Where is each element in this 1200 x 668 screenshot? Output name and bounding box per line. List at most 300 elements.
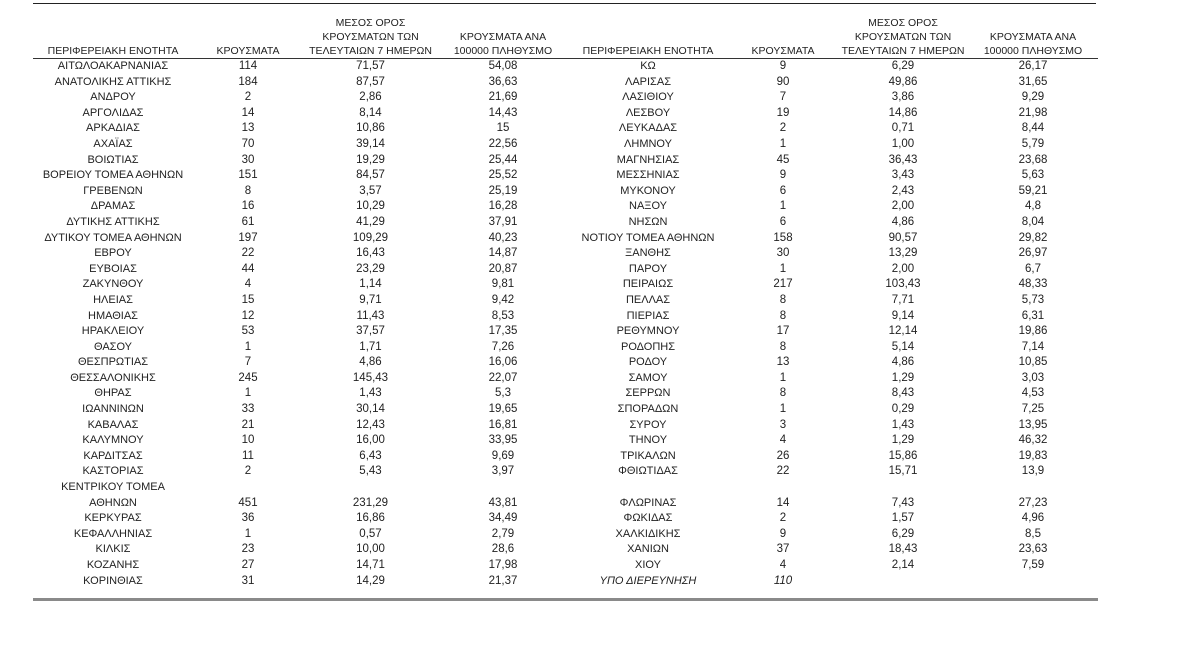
cell-cases: 33 <box>241 403 255 416</box>
cell-avg7: 145,43 <box>352 371 389 384</box>
table-row <box>33 480 568 511</box>
header-row <box>33 0 568 59</box>
cell-per100k: 8,53 <box>491 309 515 322</box>
table-row <box>568 542 1098 558</box>
cell-per100k: 46,32 <box>1018 434 1048 447</box>
cell-cases: 70 <box>241 137 255 150</box>
cell-per100k: 26,17 <box>1018 60 1048 72</box>
cell-per100k: 19,86 <box>1018 325 1048 338</box>
cell-cases: 30 <box>776 247 790 260</box>
cell-avg7: 84,57 <box>356 169 385 182</box>
table-row <box>33 262 568 278</box>
cell-per100k: 6,7 <box>1025 262 1041 275</box>
cell-avg7: 109,29 <box>352 231 389 244</box>
cell-cases: 1 <box>779 403 787 416</box>
cell-region: ΝΑΞΟΥ <box>629 200 667 213</box>
table-row <box>33 90 568 106</box>
cell-per100k: 5,3 <box>495 387 511 400</box>
cell-region: ΘΗΡΑΣ <box>94 387 132 400</box>
cell-avg7: 30,14 <box>356 403 385 416</box>
cell-cases: 12 <box>241 309 255 322</box>
cell-region: ΑΧΑΪΑΣ <box>93 137 133 150</box>
cell-per100k: 16,06 <box>488 356 518 369</box>
table-row <box>568 277 1098 293</box>
cell-per100k: 14,87 <box>488 247 518 260</box>
cell-per100k: 3,97 <box>491 465 515 478</box>
cell-region: ΜΕΣΣΗΝΙΑΣ <box>616 169 680 182</box>
cell-cases: 9 <box>779 527 787 540</box>
cell-region: ΛΑΡΙΣΑΣ <box>624 75 671 88</box>
cell-avg7: 10,29 <box>356 200 385 213</box>
table-row <box>568 59 1098 75</box>
table-row <box>33 231 568 247</box>
cell-region: ΘΑΣΟΥ <box>93 340 133 353</box>
table-row <box>568 511 1098 527</box>
cell-per100k: 13,9 <box>1021 465 1045 478</box>
header-region: ΠΕΡΙΦΕΡΕΙΑΚΗ ΕΝΟΤΗΤΑ <box>568 0 728 59</box>
cell-per100k: 9,69 <box>491 449 515 462</box>
table-row <box>33 324 568 340</box>
cell-per100k: 40,23 <box>488 231 518 244</box>
cell-per100k: 13,95 <box>1018 418 1048 431</box>
cell-per100k: 29,82 <box>1018 231 1048 244</box>
table-row <box>33 464 568 480</box>
cell-avg7: 6,29 <box>891 60 915 72</box>
cell-cases: 10 <box>241 434 255 447</box>
cell-per100k: 7,25 <box>1021 403 1045 416</box>
cell-avg7: 1,57 <box>891 512 915 525</box>
cell-avg7: 1,14 <box>359 278 382 291</box>
cell-avg7: 231,29 <box>352 496 389 509</box>
table-row <box>33 418 568 434</box>
cell-per100k: 54,08 <box>488 60 518 72</box>
header-avg7: ΜΕΣΟΣ ΟΡΟΣ ΚΡΟΥΣΜΑΤΩΝ ΤΩΝ ΤΕΛΕΥΤΑΙΩΝ 7 ΗΜΕΡΩΝ <box>303 0 438 59</box>
cell-avg7: 16,86 <box>356 512 385 525</box>
cell-avg7: 37,57 <box>356 325 385 338</box>
cell-avg7: 3,57 <box>359 184 382 197</box>
cell-region: ΚΙΛΚΙΣ <box>95 543 131 556</box>
cell-per100k: 9,29 <box>1021 91 1045 104</box>
cell-cases: 7 <box>244 356 252 369</box>
cell-per100k: 19,65 <box>488 403 518 416</box>
cell-cases: 8 <box>244 184 252 197</box>
cell-per100k: 33,95 <box>488 434 518 447</box>
cell-region: ΡΟΔΟΥ <box>628 356 668 369</box>
header-region: ΠΕΡΙΦΕΡΕΙΑΚΗ ΕΝΟΤΗΤΑ <box>33 0 193 59</box>
cell-avg7: 0,57 <box>359 527 382 540</box>
table-row <box>33 402 568 418</box>
cell-region <box>33 480 193 511</box>
region-name-line2: ΑΘΗΝΩΝ <box>89 496 137 509</box>
table-row <box>568 386 1098 402</box>
cell-region: ΚΟΡΙΝΘΙΑΣ <box>83 574 143 587</box>
cell-region: ΕΥΒΟΙΑΣ <box>89 262 137 275</box>
table-row <box>33 199 568 215</box>
cell-per100k: 2,79 <box>491 527 515 540</box>
cell-per100k: 8,5 <box>1025 527 1041 540</box>
cell-avg7: 9,14 <box>891 309 915 322</box>
cell-per100k: 21,37 <box>488 574 518 587</box>
cell-region: ΣΠΟΡΑΔΩΝ <box>617 403 679 416</box>
cell-region: ΒΟΙΩΤΙΑΣ <box>87 153 139 166</box>
cell-region: ΒΟΡΕΙΟΥ ΤΟΜΕΑ ΑΘΗΝΩΝ <box>42 169 184 182</box>
cell-per100k: 48,33 <box>1018 278 1048 291</box>
cell-cases: 4 <box>779 559 787 571</box>
cell-per100k: 7,14 <box>1021 340 1045 353</box>
cell-avg7: 7,71 <box>891 293 915 306</box>
cell-cases: 11 <box>242 449 254 462</box>
cell-cases: 14 <box>776 496 790 509</box>
cell-cases: 151 <box>238 169 258 182</box>
header-per100k: ΚΡΟΥΣΜΑΤΑ ΑΝΑ 100000 ΠΛΗΘΥΣΜΟ <box>438 0 568 59</box>
cell-cases: 37 <box>776 543 790 556</box>
table-body-left <box>33 59 568 590</box>
table-row <box>568 558 1098 574</box>
cell-avg7: 90,57 <box>888 231 918 244</box>
cell-avg7: 71,57 <box>356 60 385 72</box>
cell-per100k: 59,21 <box>1018 184 1048 197</box>
cell-region: ΜΥΚΟΝΟΥ <box>620 184 676 197</box>
cell-cases: 6 <box>779 215 787 228</box>
cell-per100k: 15 <box>496 122 510 135</box>
cell-cases: 44 <box>241 262 255 275</box>
cell-per100k: 14,43 <box>488 106 518 119</box>
cell-region: ΚΩ <box>640 60 656 72</box>
cell-region: ΝΗΣΩΝ <box>628 215 668 228</box>
table-row <box>568 262 1098 278</box>
cell-cases: 8 <box>779 293 787 306</box>
cell-per100k: 16,81 <box>488 418 518 431</box>
cell-region: ΠΕΙΡΑΙΩΣ <box>622 278 674 291</box>
cell-cases: 21 <box>241 418 255 431</box>
cell-cases: 1 <box>779 200 787 213</box>
cell-cases: 16 <box>241 200 255 213</box>
table-row <box>568 371 1098 387</box>
table-row <box>33 527 568 543</box>
cell-region: ΤΡΙΚΑΛΩΝ <box>620 449 676 462</box>
cell-per100k: 21,69 <box>488 91 518 104</box>
cell-region: ΖΑΚΥΝΘΟΥ <box>82 278 144 291</box>
cell-per100k: 27,23 <box>1018 496 1048 509</box>
cell-avg7: 12,43 <box>356 418 385 431</box>
cell-cases: 61 <box>241 215 255 228</box>
cell-cases: 1 <box>244 387 252 400</box>
table-row <box>33 59 568 75</box>
cell-region: ΘΕΣΣΑΛΟΝΙΚΗΣ <box>70 371 156 384</box>
cell-avg7: 0,29 <box>891 403 915 416</box>
cell-avg7: 19,29 <box>356 153 385 166</box>
table-row <box>568 340 1098 356</box>
cell-avg7: 4,86 <box>891 356 915 369</box>
cell-per100k: 6,31 <box>1021 309 1045 322</box>
cell-cases: 2 <box>779 122 787 135</box>
cell-avg7: 15,86 <box>888 449 918 462</box>
cell-per100k: 26,97 <box>1018 247 1048 260</box>
cell-avg7: 1,43 <box>359 387 382 400</box>
table-row <box>568 121 1098 137</box>
table-row <box>33 574 568 590</box>
cell-region: ΑΡΓΟΛΙΔΑΣ <box>82 106 144 119</box>
cell-region: ΛΗΜΝΟΥ <box>624 137 672 150</box>
cell-avg7: 5,14 <box>891 340 915 353</box>
cell-cases: 30 <box>241 153 255 166</box>
cell-avg7: 6,29 <box>891 527 915 540</box>
cell-avg7: 8,14 <box>359 106 382 119</box>
cell-per100k: 37,91 <box>488 215 518 228</box>
table-row <box>568 433 1098 449</box>
cell-region: ΥΠΟ ΔΙΕΡΕΥΝΗΣΗ <box>599 574 697 587</box>
cell-per100k: 25,52 <box>488 169 518 182</box>
cell-region: ΤΗΝΟΥ <box>628 434 668 447</box>
cell-per100k: 4,8 <box>1025 200 1041 213</box>
cell-region: ΦΘΙΩΤΙΔΑΣ <box>618 465 678 478</box>
cell-cases: 19 <box>776 106 790 119</box>
table-row <box>568 480 1098 511</box>
bottom-rule <box>33 598 1098 601</box>
cell-avg7: 49,86 <box>888 75 918 88</box>
header-per100k: ΚΡΟΥΣΜΑΤΑ ΑΝΑ 100000 ΠΛΗΘΥΣΜΟ <box>968 0 1098 59</box>
cell-region: ΠΕΛΛΑΣ <box>625 293 671 306</box>
table-row <box>568 355 1098 371</box>
cell-cases: 2 <box>779 512 787 525</box>
cell-region: ΧΙΟΥ <box>635 559 661 571</box>
cell-cases: 7 <box>779 91 787 104</box>
table-row <box>33 340 568 356</box>
cell-avg7: 1,43 <box>891 418 915 431</box>
header-cases: ΚΡΟΥΣΜΑΤΑ <box>193 0 303 59</box>
cell-region: ΚΕΦΑΛΛΗΝΙΑΣ <box>73 527 153 540</box>
cell-per100k: 25,44 <box>488 153 518 166</box>
table-row <box>33 309 568 325</box>
cell-cases: 9 <box>779 60 787 72</box>
cell-region: ΣΥΡΟΥ <box>629 418 667 431</box>
cell-region: ΚΑΛΥΜΝΟΥ <box>82 434 144 447</box>
table-row <box>568 137 1098 153</box>
cell-cases: 110 <box>773 574 793 587</box>
cell-cases: 36 <box>241 512 255 525</box>
table-row <box>33 293 568 309</box>
cell-avg7: 13,29 <box>888 247 918 260</box>
cell-avg7: 2,43 <box>891 184 915 197</box>
cell-region: ΧΑΝΙΩΝ <box>627 543 669 556</box>
cell-avg7: 14,29 <box>356 574 385 587</box>
cell-avg7 <box>838 574 968 590</box>
cell-cases: 90 <box>776 75 790 88</box>
cell-per100k: 17,35 <box>488 325 518 338</box>
cell-cases: 22 <box>241 247 255 260</box>
cell-region: ΑΝΑΤΟΛΙΚΗΣ ΑΤΤΙΚΗΣ <box>54 75 172 88</box>
cell-region: ΗΜΑΘΙΑΣ <box>88 309 138 322</box>
cell-cases: 1 <box>779 262 787 275</box>
cell-per100k: 5,79 <box>1021 137 1045 150</box>
cell-avg7: 11,43 <box>356 309 385 322</box>
cell-cases: 4 <box>779 434 787 447</box>
cell-avg7: 16,00 <box>356 434 385 447</box>
cell-avg7: 3,86 <box>891 91 915 104</box>
cell-avg7: 3,43 <box>891 169 915 182</box>
cell-avg7: 2,14 <box>891 559 915 571</box>
cell-region: ΚΕΡΚΥΡΑΣ <box>84 512 142 525</box>
cell-avg7: 103,43 <box>885 278 921 291</box>
cell-per100k: 8,44 <box>1021 122 1045 135</box>
cell-region: ΡΟΔΟΠΗΣ <box>620 340 676 353</box>
cell-per100k: 4,96 <box>1021 512 1045 525</box>
table-row <box>33 75 568 91</box>
cell-cases: 23 <box>241 543 255 556</box>
cell-avg7: 2,00 <box>891 262 915 275</box>
cell-cases: 8 <box>779 309 787 322</box>
cell-cases: 15 <box>241 293 255 306</box>
region-name-line1: ΚΕΝΤΡΙΚΟΥ ΤΟΜΕΑ <box>61 481 165 494</box>
table-row <box>568 309 1098 325</box>
cell-cases: 1 <box>779 137 787 150</box>
table-row <box>568 231 1098 247</box>
cell-avg7: 15,71 <box>888 465 918 478</box>
cell-cases: 22 <box>776 465 790 478</box>
cell-region: ΛΑΣΙΘΙΟΥ <box>622 91 674 104</box>
cell-cases: 9 <box>779 169 787 182</box>
cell-cases: 13 <box>241 122 255 135</box>
cell-avg7: 39,14 <box>356 137 385 150</box>
cell-per100k: 22,07 <box>488 371 518 384</box>
cell-avg7: 10,00 <box>356 543 385 556</box>
cell-per100k: 43,81 <box>488 496 518 509</box>
table-row <box>33 277 568 293</box>
cell-avg7: 9,71 <box>359 293 382 306</box>
cell-cases: 245 <box>238 371 258 384</box>
cell-per100k: 7,26 <box>491 340 515 353</box>
cell-cases: 1 <box>779 371 787 384</box>
table-row <box>33 558 568 574</box>
table-row <box>568 215 1098 231</box>
table-row <box>33 433 568 449</box>
cell-cases: 27 <box>241 559 255 571</box>
cell-region: ΑΙΤΩΛΟΑΚΑΡΝΑΝΙΑΣ <box>57 60 169 72</box>
cell-cases: 14 <box>241 106 255 119</box>
table-row <box>33 371 568 387</box>
cell-region: ΘΕΣΠΡΩΤΙΑΣ <box>77 356 149 369</box>
cell-region: ΔΥΤΙΚΗΣ ΑΤΤΙΚΗΣ <box>66 215 160 228</box>
cell-cases: 6 <box>779 184 787 197</box>
cell-avg7: 1,00 <box>891 137 915 150</box>
table-row <box>568 246 1098 262</box>
cell-region: ΑΝΔΡΟΥ <box>90 91 136 104</box>
header-cases: ΚΡΟΥΣΜΑΤΑ <box>728 0 838 59</box>
table-row <box>568 418 1098 434</box>
cell-region: ΜΑΓΝΗΣΙΑΣ <box>616 153 680 166</box>
cell-region: ΠΑΡΟΥ <box>628 262 668 275</box>
cell-per100k: 5,63 <box>1021 169 1045 182</box>
cell-region: ΕΒΡΟΥ <box>94 247 132 260</box>
region-name-line2: ΦΛΩΡΙΝΑΣ <box>619 496 677 509</box>
cell-region: ΗΡΑΚΛΕΙΟΥ <box>81 325 145 338</box>
table-row <box>33 386 568 402</box>
header-avg7: ΜΕΣΟΣ ΟΡΟΣ ΚΡΟΥΣΜΑΤΩΝ ΤΩΝ ΤΕΛΕΥΤΑΙΩΝ 7 ΗΜΕΡΩΝ <box>838 0 968 59</box>
table-row <box>568 402 1098 418</box>
cell-region: ΙΩΑΝΝΙΝΩΝ <box>82 403 144 416</box>
table-row <box>33 137 568 153</box>
cell-avg7: 1,29 <box>891 434 915 447</box>
cell-per100k: 10,85 <box>1018 356 1048 369</box>
table-row <box>33 511 568 527</box>
cell-avg7: 14,71 <box>356 559 385 571</box>
cell-cases: 114 <box>238 60 258 72</box>
cell-cases: 4 <box>244 278 252 291</box>
cell-per100k: 34,49 <box>488 512 518 525</box>
cell-avg7: 8,43 <box>891 387 915 400</box>
table-row <box>568 449 1098 465</box>
cell-region: ΝΟΤΙΟΥ ΤΟΜΕΑ ΑΘΗΝΩΝ <box>581 231 715 244</box>
cell-region: ΔΥΤΙΚΟΥ ΤΟΜΕΑ ΑΘΗΝΩΝ <box>44 231 182 244</box>
table-body-right <box>568 59 1098 590</box>
table-row <box>33 168 568 184</box>
cell-region <box>568 480 728 511</box>
cell-per100k: 7,59 <box>1021 559 1045 571</box>
cell-cases: 8 <box>779 387 787 400</box>
table-row <box>568 153 1098 169</box>
cell-avg7: 2,86 <box>359 91 382 104</box>
cell-cases: 217 <box>773 278 793 291</box>
table-row <box>33 449 568 465</box>
cell-region: ΔΡΑΜΑΣ <box>90 200 136 213</box>
table-row <box>33 542 568 558</box>
cell-avg7: 4,86 <box>891 215 915 228</box>
table-row <box>33 246 568 262</box>
cell-cases: 2 <box>244 91 252 104</box>
cell-region: ΛΕΥΚΑΔΑΣ <box>618 122 678 135</box>
cell-per100k: 23,68 <box>1018 153 1048 166</box>
cell-avg7: 41,29 <box>356 215 385 228</box>
cell-region: ΚΑΡΔΙΤΣΑΣ <box>83 449 143 462</box>
table-row <box>33 153 568 169</box>
cell-per100k: 21,98 <box>1018 106 1048 119</box>
cell-cases: 158 <box>773 231 793 244</box>
cell-cases: 45 <box>776 153 790 166</box>
table-row <box>33 106 568 122</box>
table-row <box>568 168 1098 184</box>
cell-per100k: 16,28 <box>488 200 518 213</box>
cell-avg7: 4,86 <box>359 356 382 369</box>
cell-region: ΣΑΜΟΥ <box>628 371 668 384</box>
cell-region: ΗΛΕΙΑΣ <box>93 293 133 306</box>
cell-avg7: 87,57 <box>356 75 385 88</box>
cell-region: ΛΕΣΒΟΥ <box>625 106 671 119</box>
cell-per100k: 19,83 <box>1018 449 1048 462</box>
cell-avg7: 23,29 <box>356 262 385 275</box>
cell-region: ΞΑΝΘΗΣ <box>625 247 671 260</box>
cell-per100k: 5,73 <box>1021 293 1045 306</box>
cell-per100k: 23,63 <box>1018 543 1048 556</box>
cell-cases: 451 <box>238 496 258 509</box>
table-row <box>568 293 1098 309</box>
cell-avg7: 12,14 <box>888 325 918 338</box>
cell-per100k: 31,65 <box>1018 75 1048 88</box>
cell-cases: 26 <box>776 449 790 462</box>
cell-region: ΡΕΘΥΜΝΟΥ <box>616 325 680 338</box>
cell-per100k: 28,6 <box>491 543 515 556</box>
cell-region: ΓΡΕΒΕΝΩΝ <box>83 184 143 197</box>
cell-per100k: 9,81 <box>491 278 515 291</box>
cell-avg7: 1,71 <box>359 340 382 353</box>
table-row <box>568 324 1098 340</box>
table-row <box>568 90 1098 106</box>
cell-per100k: 3,03 <box>1021 371 1045 384</box>
cell-region: ΧΑΛΚΙΔΙΚΗΣ <box>615 527 681 540</box>
cell-cases: 3 <box>779 418 787 431</box>
table-row <box>568 184 1098 200</box>
cell-per100k: 9,42 <box>491 293 515 306</box>
cell-per100k: 20,87 <box>488 262 518 275</box>
